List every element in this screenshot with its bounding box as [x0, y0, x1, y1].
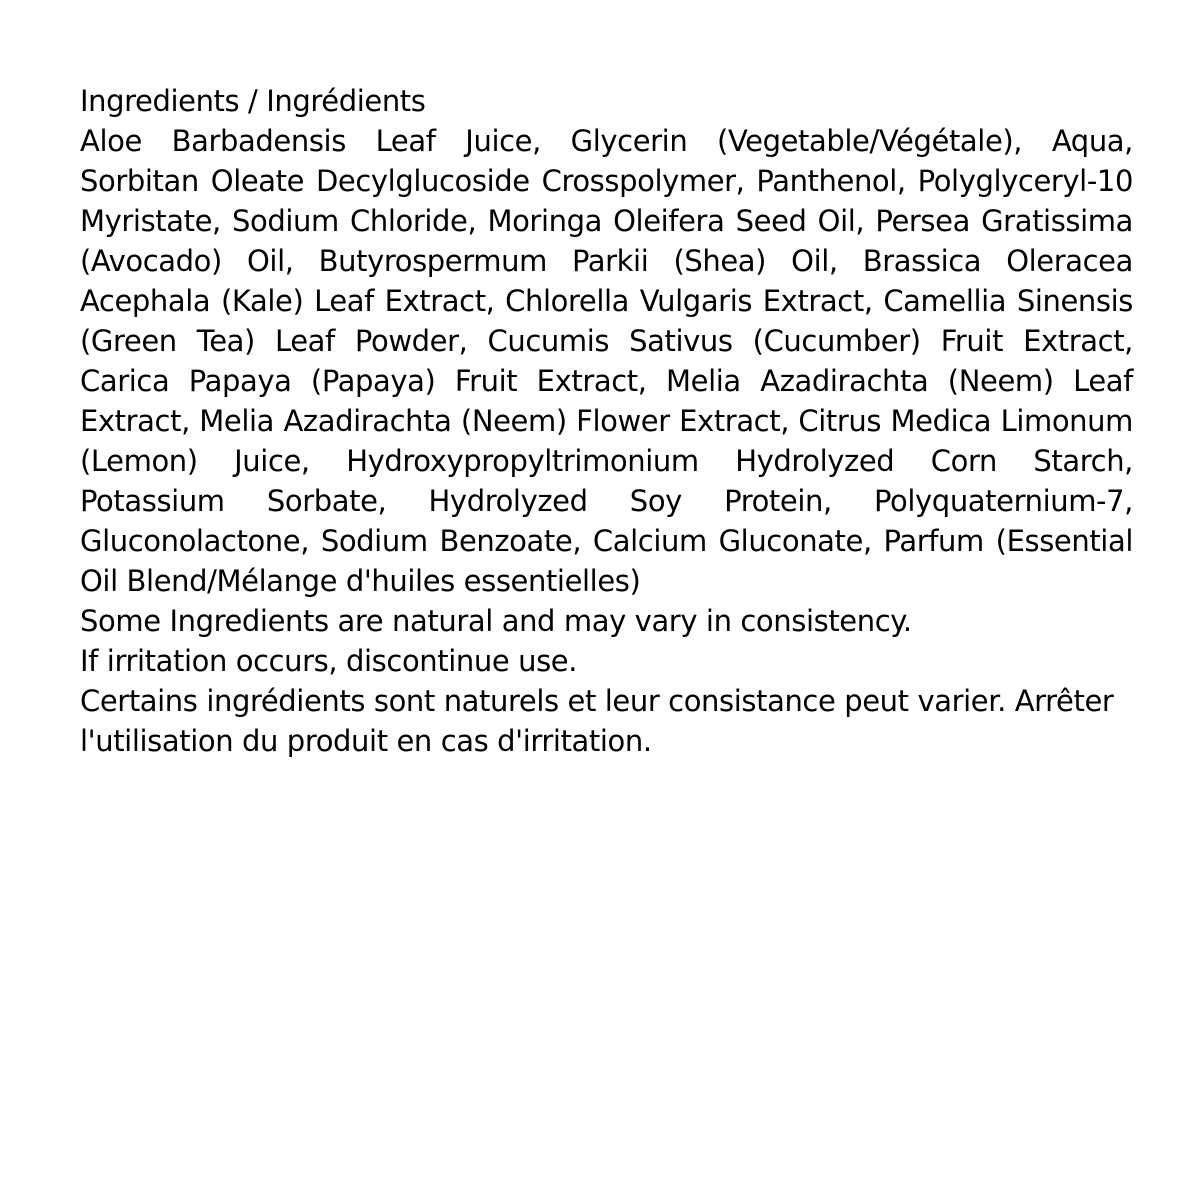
ingredients-label	[80, 81, 1133, 761]
ingredients-heading: Ingredients / Ingrédients	[80, 84, 426, 118]
ingredient-list: Aloe Barbadensis Leaf Juice, Glycerin (Vegetable/Végétale), Aqua, Sorbitan Oleate Decylglucoside Crosspolymer, Panthenol, Polyglyceryl-10 Myristate, Sodium Chloride, Moringa Oleifera Seed Oil, Persea Gratissima (Avocado) Oil, Butyrospermum Parkii (Shea) Oil, Brassica Oleracea Acephala (Kale) Leaf Extract, Chlorella Vulgaris Extract, Camellia Sinensis (Green Tea) Leaf Powder, Cucumis Sativus (Cucumber) Fruit Extract, Carica Papaya (Papaya) Fruit Extract, Melia Azadirachta (Neem) Leaf Extract, Melia Azadirachta (Neem) Flower Extract, Citrus Medica Limonum (Lemon) Juice, Hydroxypropyltrimonium Hydrolyzed Corn Starch, Potassium Sorbate, Hydrolyzed Soy Protein, Polyquaternium-7, Gluconolactone, Sodium Benzoate, Calcium Gluconate, Parfum (Essential Oil Blend/Mélange d'huiles essentielles)	[80, 124, 1133, 598]
irritation-warning: If irritation occurs, discontinue use.	[80, 644, 578, 678]
natural-ingredients-notice: Some Ingredients are natural and may vary in consistency.	[80, 604, 912, 638]
french-notice: Certains ingrédients sont naturels et leur consistance peut varier. Arrêter l'utilisation du produit en cas d'irritation.	[80, 684, 1114, 758]
